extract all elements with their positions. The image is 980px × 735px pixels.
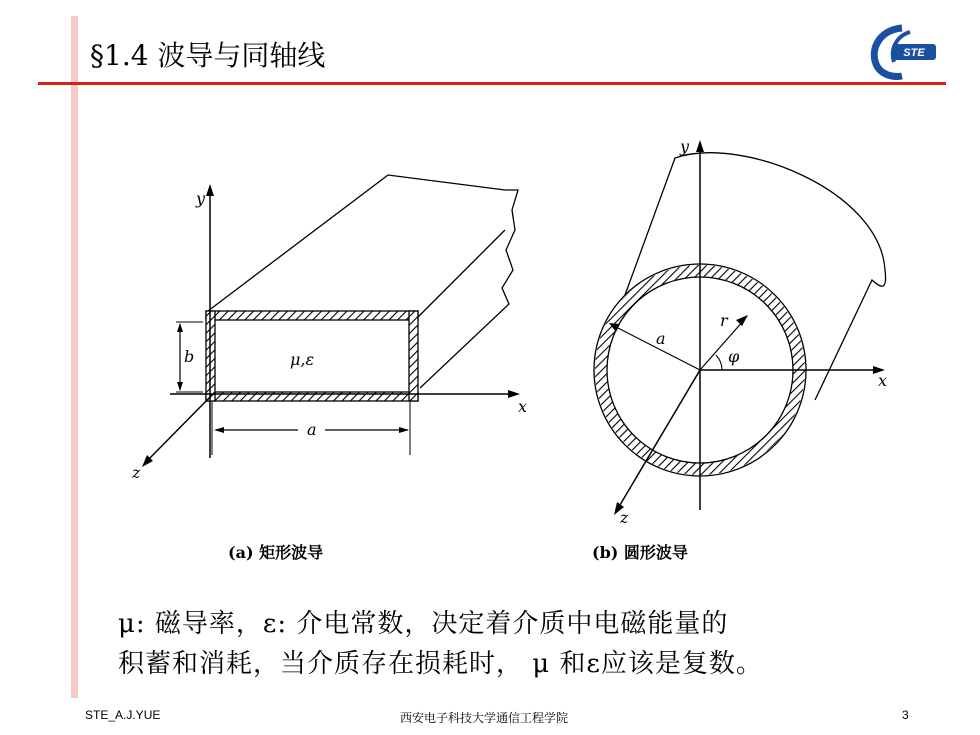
footer-institution: 西安电子科技大学通信工程学院 — [400, 711, 569, 725]
caption-circular: (b) 圆形波导 — [592, 543, 688, 562]
logo-text: STE — [903, 47, 925, 59]
ste-logo-icon — [862, 22, 940, 80]
waveguide-figure — [120, 130, 920, 580]
body-text — [118, 604, 908, 684]
left-accent-bar — [71, 16, 78, 698]
circular-waveguide-diagram — [594, 137, 887, 527]
page-number: 3 — [902, 708, 909, 722]
rect-x-label: x — [518, 397, 528, 416]
circ-y-label: y — [680, 137, 690, 156]
circ-z-label: z — [620, 508, 629, 527]
rect-b-label: b — [184, 347, 195, 366]
circ-phi-label: φ — [728, 347, 740, 366]
body-line-1: μ: 磁导率，ε: 介电常数，决定着介质中电磁能量的 — [118, 609, 729, 639]
body-line-2: 积蓄和消耗，当介质存在损耗时， μ 和ε应该是复数。 — [118, 649, 763, 679]
circ-x-label: x — [878, 371, 888, 390]
footer-author: STE_A.J.YUE — [85, 708, 161, 722]
rect-a-label: a — [307, 420, 317, 439]
slide-title: §1.4 波导与同轴线 — [90, 39, 326, 72]
rectangular-waveguide-diagram — [131, 175, 527, 482]
rect-medium-label: μ,ε — [290, 350, 315, 369]
rect-z-label: z — [132, 463, 141, 482]
circ-a-label: a — [656, 329, 666, 348]
title-divider — [38, 82, 946, 85]
rect-y-label: y — [196, 189, 206, 208]
caption-rectangular: (a) 矩形波导 — [228, 543, 324, 562]
circ-r-label: r — [720, 311, 728, 330]
